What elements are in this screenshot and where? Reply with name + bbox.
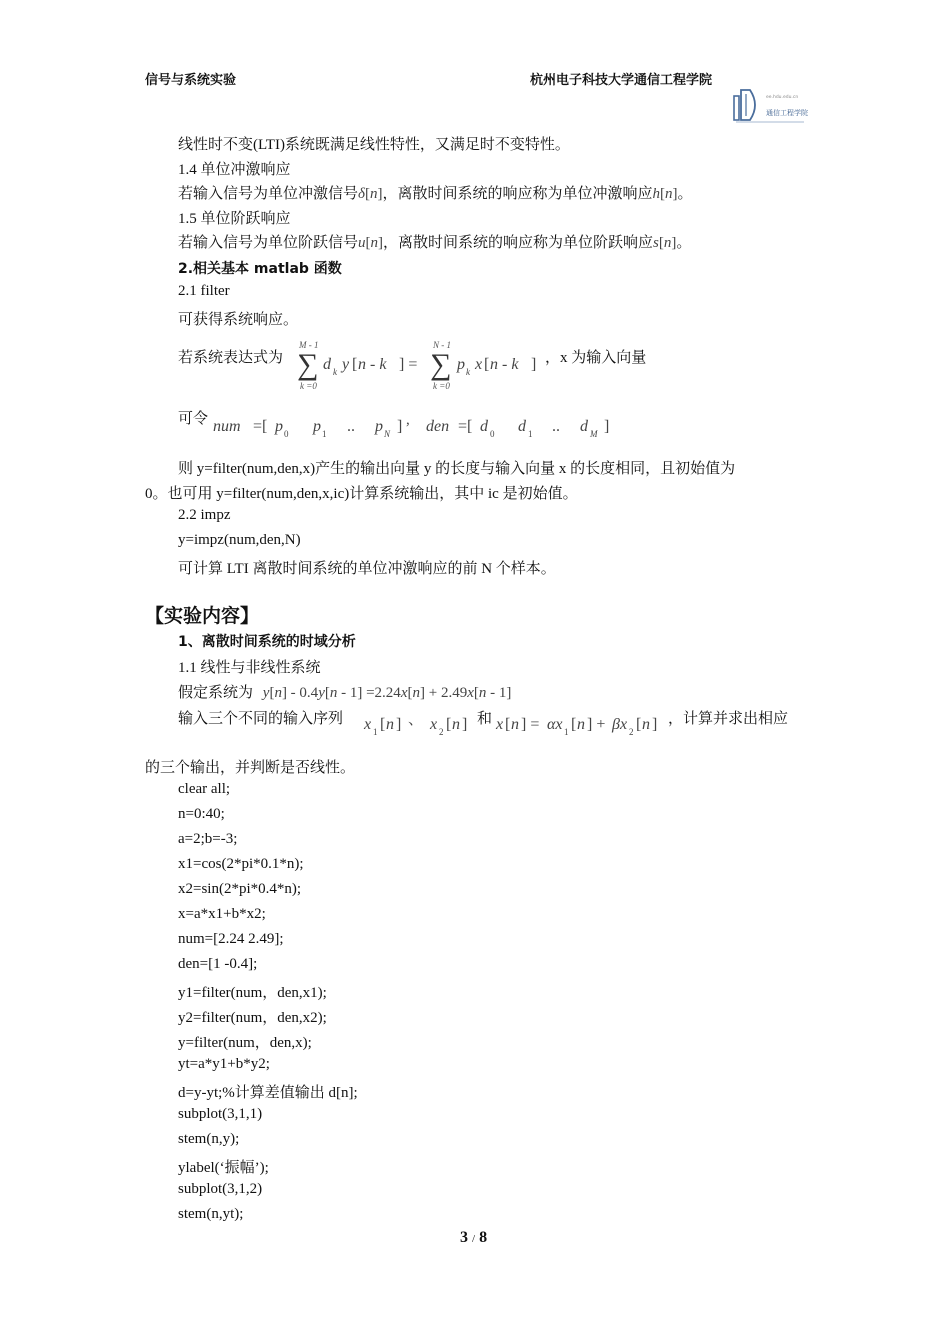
code-line: num=[2.24 2.49]; bbox=[178, 931, 284, 947]
section-title: 【实验内容】 bbox=[145, 605, 260, 627]
page-number: 3 / 8 bbox=[460, 1229, 488, 1246]
code-line: clear all; bbox=[178, 781, 231, 797]
heading-1-1: 1.1 线性与非线性系统 bbox=[178, 660, 321, 676]
svg-text:通信工程学院: 通信工程学院 bbox=[766, 109, 808, 117]
eq-prefix: 若系统表达式为 bbox=[178, 350, 284, 366]
input-continued: 的三个输出，并判断是否线性。 bbox=[145, 760, 356, 776]
heading-2-1: 2.1 filter bbox=[178, 283, 230, 299]
filter-output-line-2: 0。也可用 y=filter(num,den,x,ic)计算系统输出，其中 ic 是初始值。 bbox=[145, 486, 578, 502]
eq-suffix: ，x 为输入向量 bbox=[545, 350, 647, 366]
code-line: y1=filter(num，den,x1); bbox=[178, 985, 327, 1001]
code-line: stem(n,yt); bbox=[178, 1206, 244, 1222]
code-line: stem(n,y); bbox=[178, 1131, 240, 1147]
code-line: x2=sin(2*pi*0.4*n); bbox=[178, 881, 302, 897]
code-line: subplot(3,1,1) bbox=[178, 1106, 263, 1122]
code-line: a=2;b=-3; bbox=[178, 831, 238, 847]
code-line: yt=a*y1+b*y2; bbox=[178, 1056, 270, 1072]
input-prefix: 输入三个不同的输入序列 bbox=[178, 711, 344, 727]
heading-2-2: 2.2 impz bbox=[178, 507, 231, 523]
ling-label: 可令 bbox=[178, 411, 209, 427]
code-line: d=y-yt;%计算差值输出 d[n]; bbox=[178, 1085, 358, 1101]
code-line: ylabel(‘振幅’); bbox=[178, 1160, 269, 1176]
filter-desc: 可获得系统响应。 bbox=[178, 312, 299, 328]
code-line: x1=cos(2*pi*0.1*n); bbox=[178, 856, 304, 872]
impz-syntax: y=impz(num,den,N) bbox=[178, 532, 301, 548]
code-line: y2=filter(num，den,x2); bbox=[178, 1010, 327, 1026]
school-logo bbox=[730, 82, 808, 126]
header-left: 信号与系统实验 bbox=[145, 73, 237, 88]
input-sequences: x 1 [ n ] 、 x 2 [ n ] 和 x [ n ] = αx 1 [ n ] + βx 2 [ n ] bbox=[364, 711, 658, 737]
step-response-line: 若输入信号为单位阶跃信号u[n]，离散时间系统的响应称为单位阶跃响应s[n]。 bbox=[178, 235, 692, 251]
lti-definition: 线性时不变(LTI)系统既满足线性特性，又满足时不变特性。 bbox=[178, 137, 570, 153]
code-line: den=[1 -0.4]; bbox=[178, 956, 258, 972]
heading-1-4: 1.4 单位冲激响应 bbox=[178, 162, 291, 178]
code-line: subplot(3,1,2) bbox=[178, 1181, 263, 1197]
system-equation-line: 假定系统为 y[n] - 0.4y[n - 1] =2.24x[n] + 2.49x[n - 1] bbox=[178, 685, 512, 701]
heading-1-5: 1.5 单位阶跃响应 bbox=[178, 211, 291, 227]
impz-desc: 可计算 LTI 离散时间系统的单位冲激响应的前 N 个样本。 bbox=[178, 561, 556, 577]
code-line: n=0:40; bbox=[178, 806, 225, 822]
heading-section-1: 1、离散时间系统的时域分析 bbox=[178, 634, 356, 650]
heading-2: 2.相关基本 matlab 函数 bbox=[178, 261, 342, 277]
difference-equation: M - 1 ∑ k =0 d k y [ n - k ] = N - 1 ∑ k =0 p k x [ n - k ] bbox=[297, 340, 537, 391]
input-suffix: ，计算并求出相应 bbox=[668, 711, 789, 727]
header-right: 杭州电子科技大学通信工程学院 bbox=[530, 73, 713, 88]
svg-text:ee.hdu.edu.cn: ee.hdu.edu.cn bbox=[766, 95, 799, 100]
num-den-definition: num =[ p 0 p 1 .. p N ] , den =[ d 0 d 1 .. d M ] bbox=[213, 412, 610, 439]
code-line: y=filter(num，den,x); bbox=[178, 1035, 312, 1051]
filter-output-line-1: 则 y=filter(num,den,x)产生的输出向量 y 的长度与输入向量 x 的长度相同，且初始值为 bbox=[178, 461, 736, 477]
code-line: x=a*x1+b*x2; bbox=[178, 906, 266, 922]
impulse-response-line: 若输入信号为单位冲激信号δ[n]，离散时间系统的响应称为单位冲激响应h[n]。 bbox=[178, 186, 693, 202]
